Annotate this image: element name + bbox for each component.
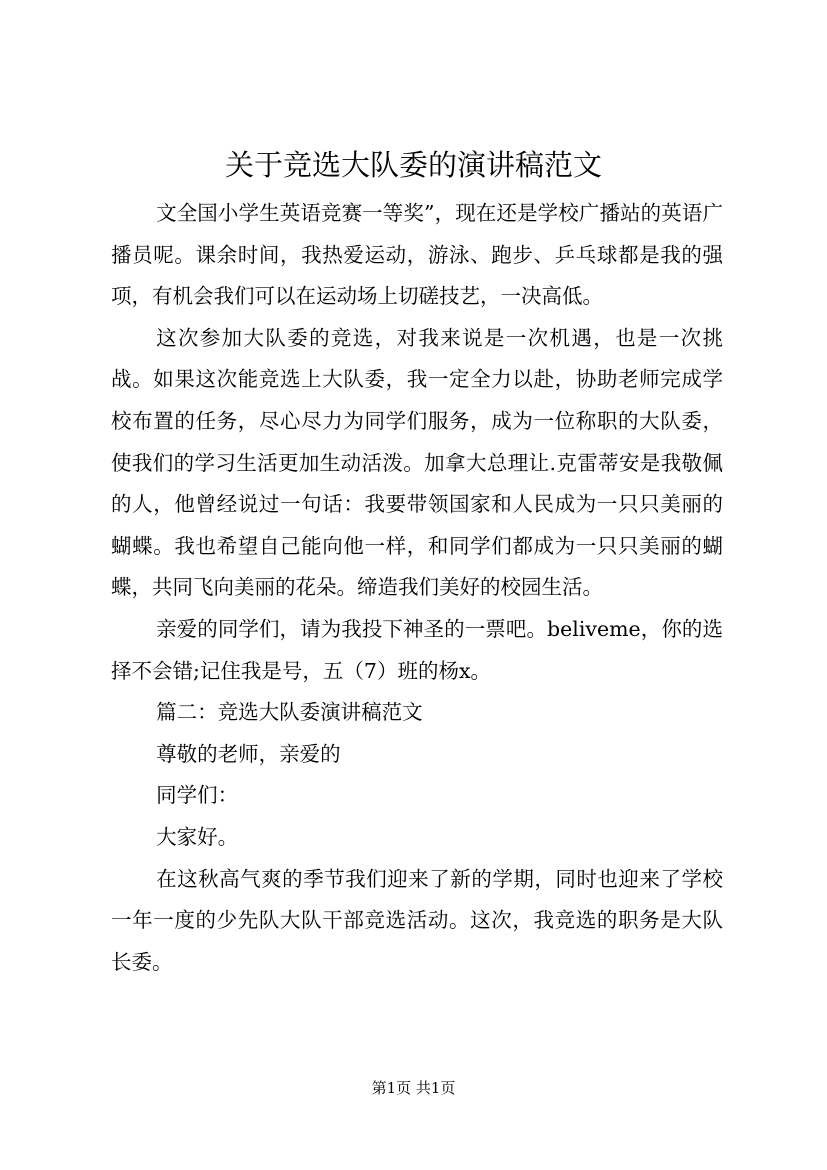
salutation-line-1: 尊敬的老师，亲爱的 bbox=[156, 741, 341, 766]
page-footer: 第1页 共1页 bbox=[371, 1079, 456, 1097]
document-title: 关于竞选大队委的演讲稿范文 bbox=[224, 148, 602, 182]
greeting: 大家好。 bbox=[156, 824, 239, 849]
paragraph-3: 亲爱的同学们，请为我投下神圣的一票吧。beliveme，你的选择不会错;记住我是号，五（7）班的杨x。 bbox=[111, 616, 723, 683]
salutation-line-2: 同学们： bbox=[156, 783, 239, 808]
document-body bbox=[111, 193, 723, 983]
paragraph-2: 这次参加大队委的竞选，对我来说是一次机遇，也是一次挑战。如果这次能竞选上大队委，我一定全力以赴，协助老师完成学校布置的任务，尽心尽力为同学们服务，成为一位称职的大队委，使我们的学习生活更加生动活泼。加拿大总理让.克雷蒂安是我敬佩的人，他曾经说过一句话：我要带领国家和人民成为一只只美丽的蝴蝶。我也希望自己能向他一样，和同学们都成为一只只美丽的蝴蝶，共同飞向美丽的花朵。缔造我们美好的校园生活。 bbox=[111, 325, 723, 600]
section-heading: 篇二：竞选大队委演讲稿范文 bbox=[156, 700, 423, 725]
paragraph-4: 在这秋高气爽的季节我们迎来了新的学期，同时也迎来了学校一年一度的少先队大队干部竞选活动。这次，我竞选的职务是大队长委。 bbox=[111, 866, 723, 974]
paragraph-1: 文全国小学生英语竞赛一等奖”，现在还是学校广播站的英语广播员呢。课余时间，我热爱运动，游泳、跑步、乒乓球都是我的强项，有机会我们可以在运动场上切磋技艺，一决高低。 bbox=[111, 201, 723, 309]
